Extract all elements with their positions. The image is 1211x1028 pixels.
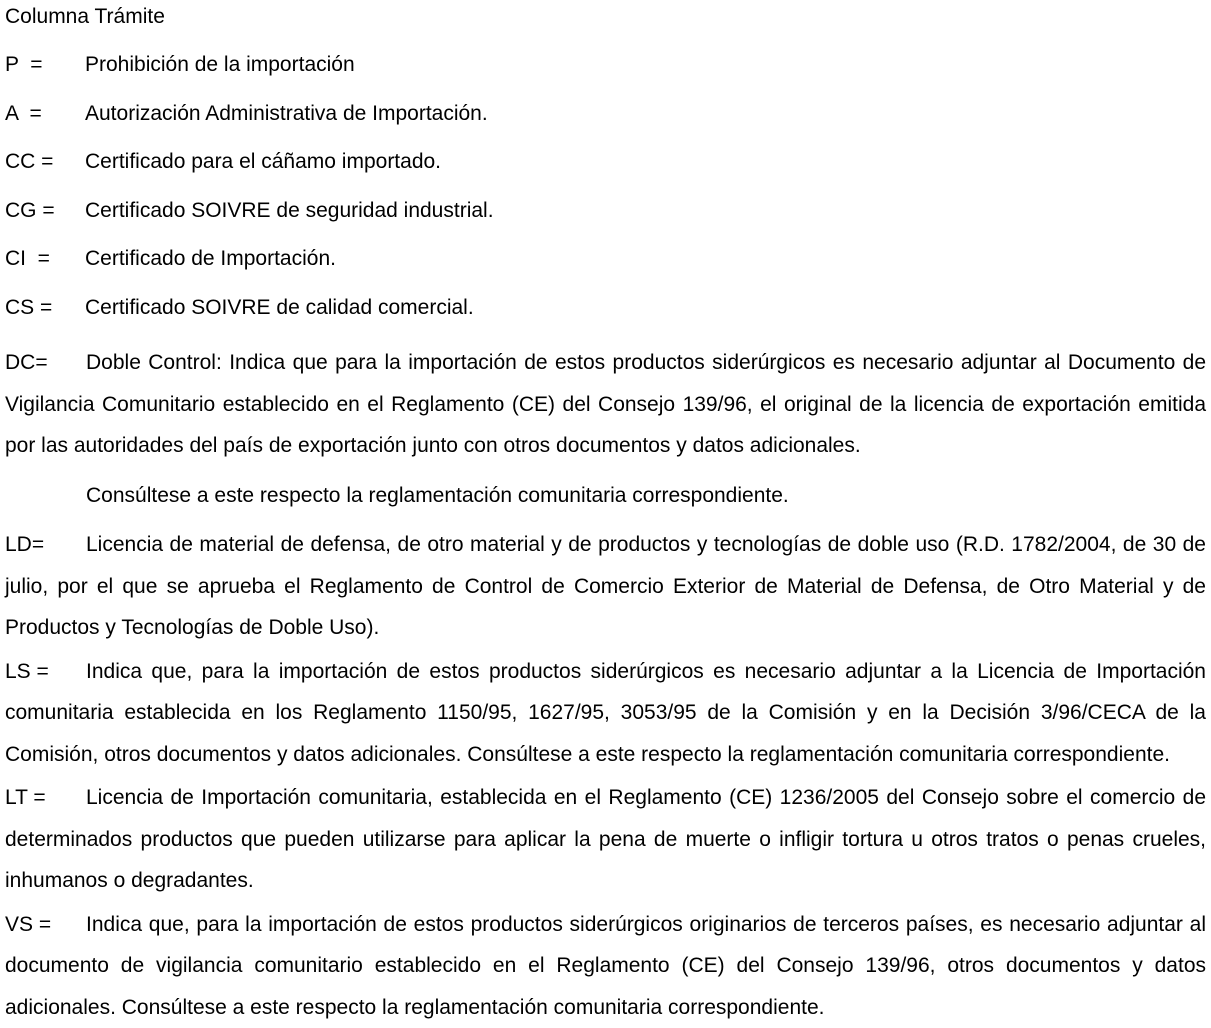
abbreviation-row — [5, 151, 1206, 172]
abbreviation-definition: Certificado para el cáñamo importado. — [85, 151, 1206, 172]
paragraph-lt — [5, 777, 1206, 902]
paragraph-text: Licencia de Importación comunitaria, establecida en el Reglamento (CE) 1236/2005 del Consejo sobre el comercio de determinados productos que pueden utilizarse para aplicar la pena de muerte o infligir tortura u otros tratos o penas crueles, inhumanos o degradantes. — [5, 786, 1206, 892]
abbreviation-row — [5, 103, 1206, 124]
abbreviation-row — [5, 248, 1206, 269]
abbreviation-code: A = — [5, 103, 85, 124]
abbreviation-definition: Certificado de Importación. — [85, 248, 1206, 269]
paragraph-ls — [5, 651, 1206, 776]
paragraph-text: Doble Control: Indica que para la importación de estos productos siderúrgicos es necesario adjuntar al Documento de Vigilancia Comunitario establecido en el Reglamento (CE) del Consejo 139/96, el original de la licencia de exportación emitida por las autoridades del país de exportación junto con otros documentos y datos adicionales. — [5, 351, 1206, 457]
abbreviation-code: P = — [5, 54, 85, 75]
paragraph-code: VS = — [5, 904, 86, 946]
abbreviation-definition: Prohibición de la importación — [85, 54, 1206, 75]
abbreviation-definition: Certificado SOIVRE de calidad comercial. — [85, 297, 1206, 318]
abbreviation-row — [5, 54, 1206, 75]
paragraph-ld — [5, 524, 1206, 649]
paragraph-text: Consúltese a este respecto la reglamentación comunitaria correspondiente. — [86, 484, 789, 507]
paragraph-text: Indica que, para la importación de estos productos siderúrgicos originarios de terceros países, es necesario adjuntar al documento de vigilancia comunitario establecido en el Reglamento (CE) del Consejo 139/96, otros documentos y datos adicionales. Consúltese a este respecto la reglamentación comunitaria correspondiente. — [5, 913, 1206, 1019]
paragraph-code: DC= — [5, 342, 86, 384]
paragraph-text: Licencia de material de defensa, de otro material y de productos y tecnologías de doble uso (R.D. 1782/2004, de 30 de julio, por el que se aprueba el Reglamento de Control de Comercio Exterior de Material de Defensa, de Otro Material y de Productos y Tecnologías de Doble Uso). — [5, 533, 1206, 639]
paragraph-text: Indica que, para la importación de estos productos siderúrgicos es necesario adjuntar a la Licencia de Importación comunitaria establecida en los Reglamento 1150/95, 1627/95, 3053/95 de la Comisión y en la Decisión 3/96/CECA de la Comisión, otros documentos y datos adicionales. Consúltese a este respecto la reglamentación comunitaria correspondiente. — [5, 660, 1206, 766]
abbreviation-row — [5, 297, 1206, 318]
abbreviation-code: CC = — [5, 151, 85, 172]
abbreviation-code: CG = — [5, 200, 85, 221]
abbreviation-code: CS = — [5, 297, 85, 318]
abbreviation-definition: Autorización Administrativa de Importación. — [85, 103, 1206, 124]
paragraph-code: LS = — [5, 651, 86, 693]
page-title: Columna Trámite — [5, 6, 1206, 28]
paragraph-code: LT = — [5, 777, 86, 819]
paragraph-note — [5, 475, 1206, 517]
abbreviation-definition: Certificado SOIVRE de seguridad industrial. — [85, 200, 1206, 221]
abbreviation-code: CI = — [5, 248, 85, 269]
paragraph-vs — [5, 904, 1206, 1028]
paragraph-code: LD= — [5, 524, 86, 566]
abbreviation-row — [5, 200, 1206, 221]
paragraph-dc — [5, 342, 1206, 467]
